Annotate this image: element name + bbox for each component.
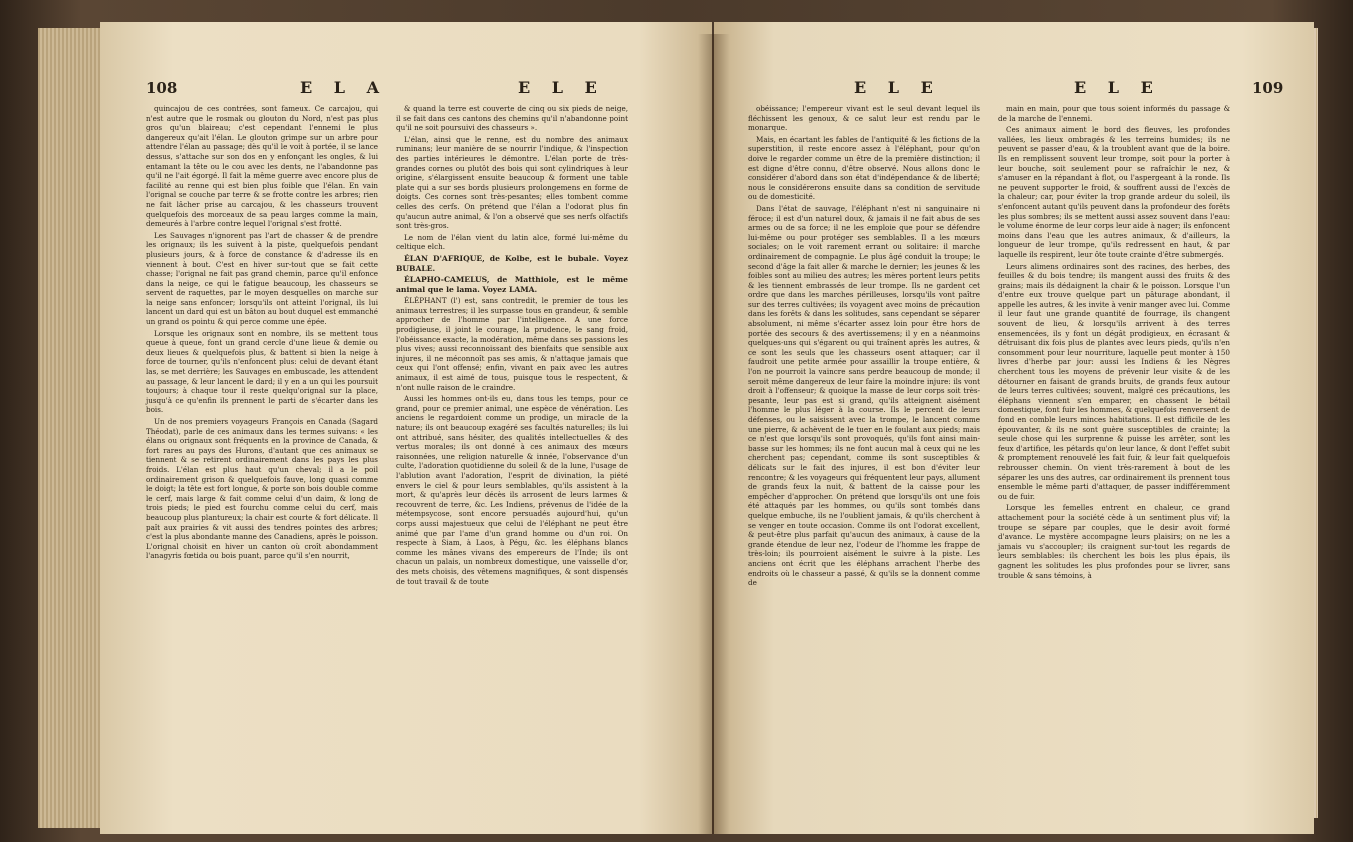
paragraph: main en main, pour que tous soient informés du passage & de la marche de l'ennemi.	[998, 104, 1230, 123]
paragraph: Lorsque les femelles entrent en chaleur, ce grand attachement pour la société cède à un sentiment plus vif; la troupe se sépare par couples, que le desir avoit formé d'avance. Le mystère accompagne leurs plaisirs; on ne les a jamais vu s'accoupler; ils craignent sur-tout les regards de leurs semblables: ils cherchent les bois les plus épais, ils gagnent les solitudes les plus profondes pour se livrer, sans trouble & sans témoins, à	[998, 503, 1230, 580]
paragraph: Leurs alimens ordinaires sont des racines, des herbes, des feuilles & du bois tendre; ils mangent aussi des fruits & des grains; mais ils dédaignent la chair & le poisson. Lorsque l'un d'entre eux trouve quelque part un pâturage abondant, il appelle les autres, & les invite à venir manger avec lui. Comme il leur faut une grande quantité de fourrage, ils changent souvent de lieu, & lorsqu'ils arrivent à des terres ensemencées, ils y font un dégât prodigieux, en écrasant & détruisant dix fois plus de plantes avec leurs pieds, qu'ils n'en consomment pour leur nourriture, laquelle peut monter à 150 livres d'herbe par jour: aussi les Indiens & les Nègres cherchent tous les moyens de prévenir leur visite & de les détourner en faisant de grands bruits, de grands feux autour de leurs terres cultivées; souvent, malgré ces précautions, les éléphans viennent s'en emparer, en chassent le bétail domestique, font fuir les hommes, & quelquefois renversent de fond en comble leurs minces habitations. Il est difficile de les épouvanter, & ils ne sont guère susceptibles de crainte; la seule chose qui les surprenne & puisse les arrêter, sont les feux d'artifice, les pétards qu'on leur lance, & dont l'effet subit & promptement renouvelé les fait fuir, & leur fait quelquefois rebrousser chemin. On vient très-rarement à bout de les séparer les uns des autres, car ordinairement ils prennent tous ensemble le même parti d'attaquer, de passer indifféremment ou de fuir.	[998, 261, 1230, 501]
page-edges-left	[38, 28, 102, 828]
right-page-columns	[748, 104, 1230, 590]
right-page	[714, 22, 1314, 834]
left-page-column-2	[396, 104, 628, 588]
paragraph: Les Sauvages n'ignorent pas l'art de chasser & de prendre les orignaux; ils les suivent à la piste, quelquefois pendant plusieurs jours, & à force de constance & d'adresse ils en viennent à bout. C'est en hiver sur-tout que se fait cette chasse; l'orignal ne fait pas grand chemin, parce qu'il enfonce dans la neige, ce qui le fatigue beaucoup, les chasseurs se servent de raquettes, par le moyen desquelles on marche sur la neige sans enfoncer; lorsqu'ils ont atteint l'orignal, ils lui lancent un dard qui est un bâton au bout duquel est emmanché un grand os pointu & qui perce comme une épée.	[146, 230, 378, 327]
left-page-header-right: E L E	[518, 78, 605, 97]
left-page-header-left: E L A	[300, 78, 387, 97]
paragraph: Mais, en écartant les fables de l'antiquité & les fictions de la superstition, il reste encore assez à l'éléphant, pour qu'on doive le regarder comme un être de la première distinction; il est digne d'être connu, d'être observé. Nous allons donc le considérer d'abord dans son état d'indépendance & de liberté; nous le considérerons ensuite dans sa condition de servitude ou de domesticité.	[748, 134, 980, 202]
paragraph: Le nom de l'élan vient du latin alce, formé lui-même du celtique elch.	[396, 232, 628, 252]
left-page-columns	[146, 104, 628, 588]
left-page	[100, 22, 712, 834]
right-page-column-2	[998, 104, 1230, 590]
entry-elephant: ÉLÉPHANT (l') est, sans contredit, le premier de tous les animaux terrestres; il les surpasse tous en grandeur, & semble approcher de l'homme par l'intelligence. A une force prodigieuse, il joint le courage, la prudence, le sang froid, l'obéissance exacte, la modération, même dans ses passions les plus vives; aussi reconnoissant des bienfaits que sensible aux injures, il ne méconnoît pas ses amis, & n'attaque jamais que ceux qui l'ont offensé; enfin, vivant en paix avec les autres animaux, il est aimé de tous, puisque tous le respectent, & n'ont nulle raison de le craindre.	[396, 296, 628, 392]
right-page-header-right: E L E	[1074, 78, 1161, 97]
entry-elapho-camelus: ÉLAPHO-CAMELUS, de Matthiole, est le même animal que le lama. Voyez LAMA.	[396, 275, 628, 294]
paragraph: Dans l'état de sauvage, l'éléphant n'est ni sanguinaire ni féroce; il est d'un naturel doux, & jamais il ne fait abus de ses armes ou de sa force; il ne les emploie que pour se défendre lui-même ou pour protéger ses semblables. Il a les mœurs sociales; on le voit rarement errant ou solitaire: il marche ordinairement de compagnie. Le plus âgé conduit la troupe; le second d'âge la fait aller & marche le dernier; les jeunes & les foibles sont au milieu des autres; les mères portent leurs petits & les tiennent embrassés de leur trompe. Ils ne gardent cet ordre que dans les marches périlleuses, lorsqu'ils vont paître sur des terres cultivées; ils voyagent avec moins de précaution dans les forêts & dans les solitudes, sans cependant se séparer absolument, ni même s'écarter assez loin pour être hors de portée des secours & des avertissemens; il y en a néanmoins quelques-uns qui s'égarent ou qui traînent après les autres, & ce sont les seuls que les chasseurs osent attaquer; car il faudroit une petite armée pour assaillir la troupe entière, & l'on ne pourroit la vaincre sans perdre beaucoup de monde; il seroit même dangereux de leur faire la moindre injure: ils vont droit à l'offenseur; & quoique la masse de leur corps soit très-pesante, leur pas est si grand, qu'ils atteignent aisément l'homme le plus léger à la course. Ils le percent de leurs défenses, ou le saisissent avec la trompe, le lancent comme une pierre, & achèvent de le tuer en le foulant aux pieds; mais ce n'est que lorsqu'ils sont provoqués, qu'ils font ainsi main-basse sur les hommes; ils ne font aucun mal à ceux qui ne les cherchent pas; cependant, comme ils sont susceptibles & délicats sur le fait des injures, il est bon d'éviter leur rencontre; & les voyageurs qui fréquentent leur pays, allument de grands feux la nuit, & battent de la caisse pour les empêcher d'approcher. On prétend que lorsqu'ils ont une fois été attaqués par les hommes, ou qu'ils sont tombés dans quelque embuche, ils ne l'oublient jamais, & qu'ils cherchent à se venger en toute occasion. Comme ils ont l'odorat excellent, & peut-être plus parfait qu'aucun des animaux, à cause de la grande étendue de leur nez, l'odeur de l'homme les frappe de très-loin; ils pourroient aisément le suivre à la piste. Les anciens ont écrit que les éléphans arrachent l'herbe des endroits où le chasseur a passé, & qu'ils se la donnent comme de	[748, 203, 980, 588]
paragraph: L'élan, ainsi que le renne, est du nombre des animaux ruminans; leur manière de se nourrir l'indique, & l'inspection des parties intérieures le démontre. L'élan porte de très-grandes cornes ou plutôt des bois qui sont cylindriques à leur origine, s'élargissent ensuite beaucoup & forment une table plate qui a sur ses bords plusieurs prolongemens en forme de doigts. Ces cornes sont très-pesantes; elles tombent comme celles des cerfs. On prétend que l'élan a l'odorat plus fin qu'aucun autre animal, & l'on a observé que ses nerfs olfactifs sont très-gros.	[396, 134, 628, 231]
paragraph: & quand la terre est couverte de cinq ou six pieds de neige, il se fait dans ces cantons des chemins qu'il n'abandonne point qu'il ne soit poursuivi des chasseurs ».	[396, 104, 628, 133]
paragraph: Lorsque les orignaux sont en nombre, ils se mettent tous queue à queue, font un grand cercle d'une lieue & demie ou deux lieues & quelquefois plus, & battent si bien la neige à force de tourner, qu'ils n'enfoncent plus: celui de devant étant las, se met derrière; les Sauvages en embuscade, les attendent au passage, & leur lancent le dard; il y en a un qui les poursuit toujours; à chaque tour il reste quelqu'orignal sur la place, jusqu'à ce qu'enfin ils prennent le parti de s'écarter dans les bois.	[146, 328, 378, 415]
paragraph: Un de nos premiers voyageurs François en Canada (Sagard Théodat), parle de ces animaux dans les termes suivans: « les élans ou orignaux sont fréquents en la province de Canada, & fort rares au pays des Hurons, d'autant que ces animaux se tiennent & se retirent ordinairement dans les pays les plus froids. L'élan est plus haut qu'un cheval; il a le poil ordinairement grison & quelquefois fauve, long quasi comme le doigt; la tête est fort longue, & porte son bois double comme le cerf, mais large & fait comme celui d'un daim, & long de trois pieds; le pied est fourchu comme celui du cerf, mais beaucoup plus plantureux; la chair est courte & fort délicate. Il paît aux prairies & vit aussi des tendres pointes des arbres; c'est la plus abondante manne des Canadiens, après le poisson. L'orignal choisit en hiver un canton où croît abondamment l'anagyris fœtida ou bois puant, parce qu'il s'en nourrit,	[146, 417, 378, 561]
paragraph: quincajou de ces contrées, sont fameux. Ce carcajou, qui n'est autre que le rosmak ou glouton du Nord, n'est pas plus gros qu'un blaireau; c'est cependant l'ennemi le plus dangereux qu'ait l'élan. Le glouton grimpe sur un arbre pour attendre l'élan au passage; dès qu'il le voit à portée, il se lance dessus, s'attache sur son dos en y enfonçant les ongles, & lui entamant la tête ou le cou avec les dents, ne l'abandonne pas qu'il ne l'ait égorgé. Il fait la même guerre avec encore plus de facilité au renne qui est bien plus foible que l'élan. En vain l'orignal se couche par terre & se frotte contre les arbres; rien ne fait lâcher prise au carcajou, & les chasseurs trouvent quelquefois des morceaux de sa peau larges comme la main, demeurés à l'arbre contre lequel l'orignal s'est frotté.	[146, 104, 378, 229]
right-page-column-1	[748, 104, 980, 590]
open-book	[38, 14, 1318, 834]
left-page-number: 108	[146, 79, 178, 97]
book-gutter	[698, 34, 730, 834]
paragraph: Aussi les hommes ont-ils eu, dans tous les temps, pour ce grand, pour ce premier animal, une espèce de vénération. Les anciens le regardoient comme un prodige, un miracle de la nature; ils ont beaucoup exagéré ses facultés naturelles; ils lui ont attribué, sans hésiter, des qualités intellectuelles & des vertus morales; ils ont donné à ces animaux des mœurs raisonnées, une religion naturelle & innée, l'observance d'un culte, l'adoration quotidienne du soleil & de la lune, l'usage de l'ablution avant l'adoration, l'esprit de divination, la piété envers le ciel & pour leurs semblables, qu'ils assistent à la mort, & qu'après leur décès ils arrosent de leurs larmes & recouvrent de terre, &c. Les Indiens, prévenus de l'idée de la métempsycose, sont encore persuadés aujourd'hui, qu'un corps aussi majestueux que celui de l'éléphant ne peut être animé que par l'ame d'un grand homme ou d'un roi. On respecte à Siam, à Laos, à Pégu, &c. les éléphans blancs comme les mânes vivans des empereurs de l'Inde; ils ont chacun un palais, un nombreux domestique, une vaisselle d'or, des mets choisis, des vêtemens magnifiques, & sont dispensés de tout travail & de toute	[396, 394, 628, 586]
paragraph: Ces animaux aiment le bord des fleuves, les profondes vallées, les lieux ombragés & les terreins humides; ils ne peuvent se passer d'eau, & la troublent avant que de la boire. Ils en remplissent souvent leur trompe, soit pour la porter à leur bouche, soit seulement pour se rafraîchir le nez, & s'amuser en la répandant à flot, ou l'aspergeant à la ronde. Ils ne peuvent supporter le froid, & souffrent aussi de l'excès de la chaleur; car, pour éviter la trop grande ardeur du soleil, ils s'enfoncent autant qu'ils peuvent dans la profondeur des forêts les plus sombres; ils se mettent aussi assez souvent dans l'eau: le volume énorme de leur corps leur aide à nager; ils enfoncent moins dans l'eau que les autres animaux, & d'ailleurs, la longueur de leur trompe, qu'ils redressent en haut, & par laquelle ils respirent, leur ôte toute crainte d'être submergés.	[998, 125, 1230, 259]
left-page-column-1	[146, 104, 378, 588]
paragraph: obéissance; l'empereur vivant est le seul devant lequel ils fléchissent les genoux, & ce salut leur est rendu par le monarque.	[748, 104, 980, 133]
right-page-header-left: E L E	[854, 78, 941, 97]
entry-elan-d-afrique: ÉLAN D'AFRIQUE, de Kolbe, est le bubale. Voyez BUBALE.	[396, 253, 628, 273]
right-page-number: 109	[1252, 79, 1284, 97]
